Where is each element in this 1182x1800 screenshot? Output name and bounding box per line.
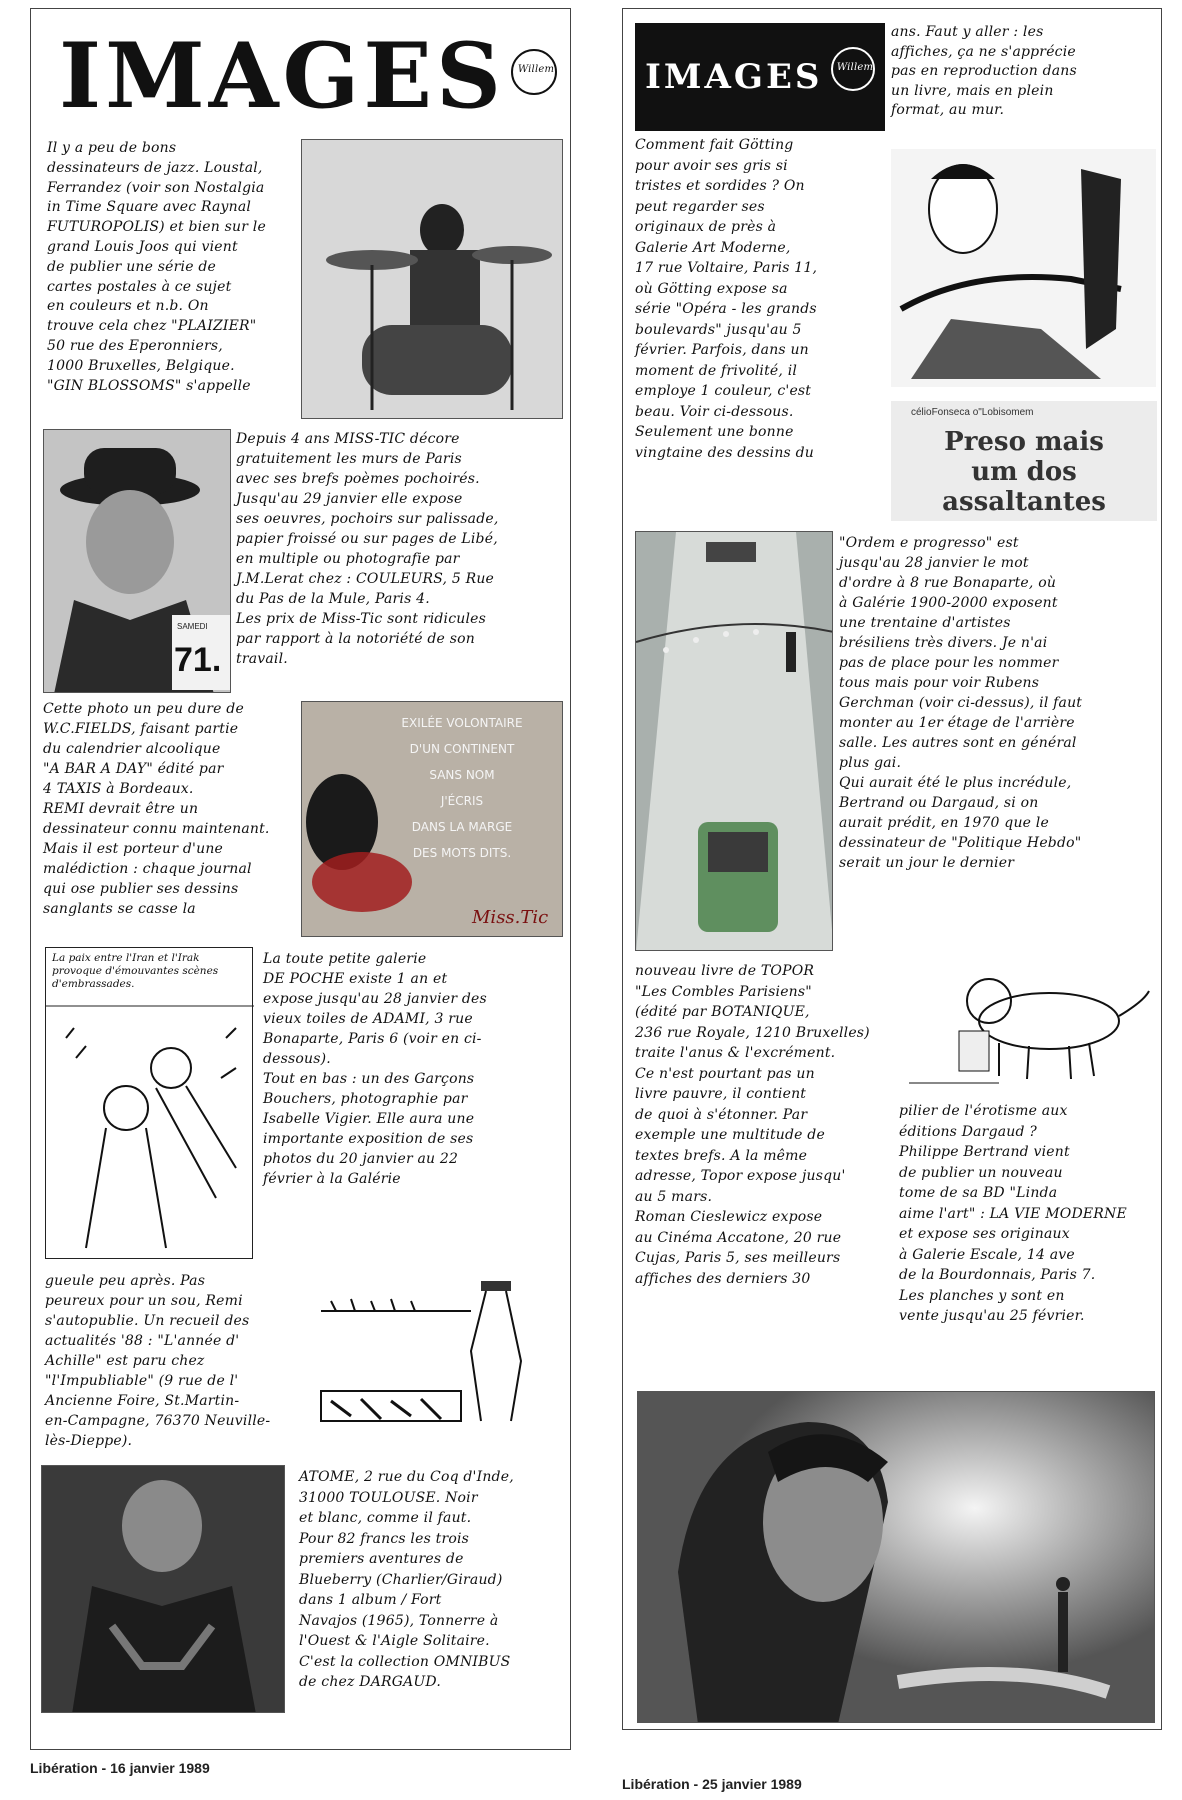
garcons-bouchers-photo (41, 1465, 285, 1713)
gerchman-sketch (891, 149, 1156, 387)
cartoon-drawing (46, 998, 254, 1258)
boulevard-illustration (636, 532, 833, 951)
gotting-text: Comment fait Götting pour avoir ses gris si tristes et sordides ? On peut regarder ses originaux de près à Galerie Art Moderne, 17 rue Voltaire, Paris 11, où Götting expose sa série "Opéra - les grands boulevards" jusqu'au 5 février. Parfois, dans un moment de frivolité, il employe 1 couleur, c'est beau. Voir ci-dessous. Seulement une bonne vingtaine des dessins du (635, 137, 818, 461)
poche-text: La toute petite galerie DE POCHE existe 1 an et expose jusqu'au 28 janvier des vieux toiles de ADAMI, 3 rue Bonaparte, Paris 6 (voir en ci- dessous). Tout en bas : un des Garçons Bouchers, photographie par Isabelle Vigier. Elle aura une importante exposition de ses photos du 20 janvier au 22 février à la Galérie (263, 951, 487, 1187)
clipping-credit: célioFonseca o"Lobisomem (911, 407, 1034, 418)
cieslewicz-image (638, 1392, 1155, 1723)
newspaper-clipping (891, 401, 1157, 521)
left-title: IMAGES (59, 23, 506, 129)
drummer-illustration (302, 140, 563, 419)
right-page (622, 8, 1162, 1730)
iran-irak-cartoon (45, 947, 253, 1259)
cartoon-caption: La paix entre l'Iran et l'Irak provoque d'émouvantes scènes d'embrassades. (52, 952, 219, 990)
remi-sketch (311, 1271, 561, 1451)
calendar-day: SAMEDI (177, 622, 208, 631)
poster-signature: Miss.Tic (472, 907, 549, 928)
clipping-headline: Preso mais um dos assaltantes (942, 427, 1106, 517)
right-caption: Libération - 25 janvier 1989 (622, 1776, 802, 1792)
topor-text: nouveau livre de TOPOR "Les Combles Parisiens" (édité par BOTANIQUE, 236 rue Royale, 1210 Bruxelles) traite l'anus & l'excrément. Ce n'est pourtant pas un livre pauvre, il contient de quoi à s'étonner. Par exemple une multitude de textes brefs. A la même adresse, Topor expose jusqu' au 5 mars. Roman Cieslewicz expose au Cinéma Accatone, 20 rue Cujas, Paris 5, ses meilleurs affiches des derniers 30 (635, 963, 870, 1287)
right-signature: Willem (836, 62, 874, 73)
left-col1-text: Il y a peu de bons dessinateurs de jazz. Loustal, Ferrandez (voir son Nostalgia in Time Square avec Raynal FUTUROPOLIS) et bien sur le grand Louis Joos qui vient de publier une série de cartes postales à ce sujet en couleurs et n.b. On trouve cela chez "PLAIZIER" 50 rue des Eperonniers, 1000 Bruxelles, Belgique. "GIN BLOSSOMS" s'appelle (47, 140, 266, 394)
remi-text: gueule peu après. Pas peureux pour un sou, Remi s'autopublie. Un recueil des actualités '88 : "L'année d' Achille" est paru chez "l'Impubliable" (9 rue de l' Ancienne Foire, St.Martin- en-Campagne, 76370 Neuville- lès-Dieppe). (45, 1273, 271, 1449)
bertrand-text: pilier de l'érotisme aux éditions Dargaud ? Philippe Bertrand vient de publier un nouveau tome de sa BD "Linda aime l'art" : LA VIE MODERNE et expose ses originaux à Galerie Escale, 14 ave de la Bourdonnais, Paris 7. Les planches y sont en vente jusqu'au 25 février. (899, 1103, 1127, 1324)
fields-remi-text: Cette photo un peu dure de W.C.FIELDS, faisant partie du calendrier alcoolique "A BAR A DAY" édité par 4 TAXIS à Bordeaux. REMI devrait être un dessinateur connu maintenant. Mais il est porteur d'une malédiction : chaque journal qui ose publier ses dessins sanglants se casse la (43, 701, 270, 917)
dog-sketch (899, 961, 1157, 1091)
right-intro-text: ans. Faut y aller : les affiches, ça ne s'apprécie pas en reproduction dans un livre, mais en plein format, au mur. (891, 24, 1077, 118)
atome-text: ATOME, 2 rue du Coq d'Inde, 31000 TOULOUSE. Noir et blanc, comme il faut. Pour 82 francs les trois premiers aventures de Blueberry (Charlier/Giraud) dans 1 album / Fort Navajos (1965), Tonnerre à l'Ouest & l'Aigle Solitaire. C'est la collection OMNIBUS de chez DARGAUD. (299, 1469, 514, 1690)
misstic-poster (301, 701, 563, 937)
topor-dog-drawing (899, 961, 1157, 1091)
wc-fields-photo (43, 429, 231, 693)
misstic-text: Depuis 4 ans MISS-TIC décore gratuitement les murs de Paris avec ses brefs poèmes pochoirés. Jusqu'au 29 janvier elle expose ses oeuvres, pochoirs sur palissade, papier froissé ou sur pages de Libé, en multiple ou photografie par J.M.Lerat chez : COULEURS, 5 Rue du Pas de la Mule, Paris 4. Les prix de Miss-Tic sont ridicules par rapport à la notoriété de son travail. (236, 431, 499, 667)
ordem-text: "Ordem e progresso" est jusqu'au 28 janvier le mot d'ordre à 8 rue Bonaparte, où à Galérie 1900-2000 exposent une trentaine d'artistes brésiliens très divers. Je n'ai pas de place pour les nommer tous mais pour voir Rubens Gerchman (voir ci-dessus), il faut monter au 1er étage de l'arrière salle. Les autres sont en général plus gai. Qui aurait été le plus incrédule, Bertrand ou Dargaud, si on aurait prédit, en 1970 que le dessinateur de "Politique Hebdo" serait un jour le dernier (839, 535, 1083, 871)
remi-drawing (311, 1271, 561, 1451)
left-signature: Willem (517, 64, 555, 75)
bouchers-portrait (42, 1466, 285, 1713)
poster-text: EXILÉE VOLONTAIRE D'UN CONTINENT SANS NOM J'ÉCRIS DANS LA MARGE DES MOTS DITS. (401, 716, 523, 860)
left-signature-logo (511, 49, 557, 95)
right-title-block (635, 23, 885, 131)
right-signature-logo (831, 47, 875, 91)
cieslewicz-poster (637, 1391, 1155, 1723)
left-page (30, 8, 571, 1750)
right-title: IMAGES (645, 57, 823, 97)
left-caption: Libération - 16 janvier 1989 (30, 1760, 210, 1776)
gotting-painting (635, 531, 833, 951)
drummer-photo (301, 139, 563, 419)
gerchman-drawing (891, 149, 1156, 387)
calendar-number: 71. (174, 641, 222, 679)
